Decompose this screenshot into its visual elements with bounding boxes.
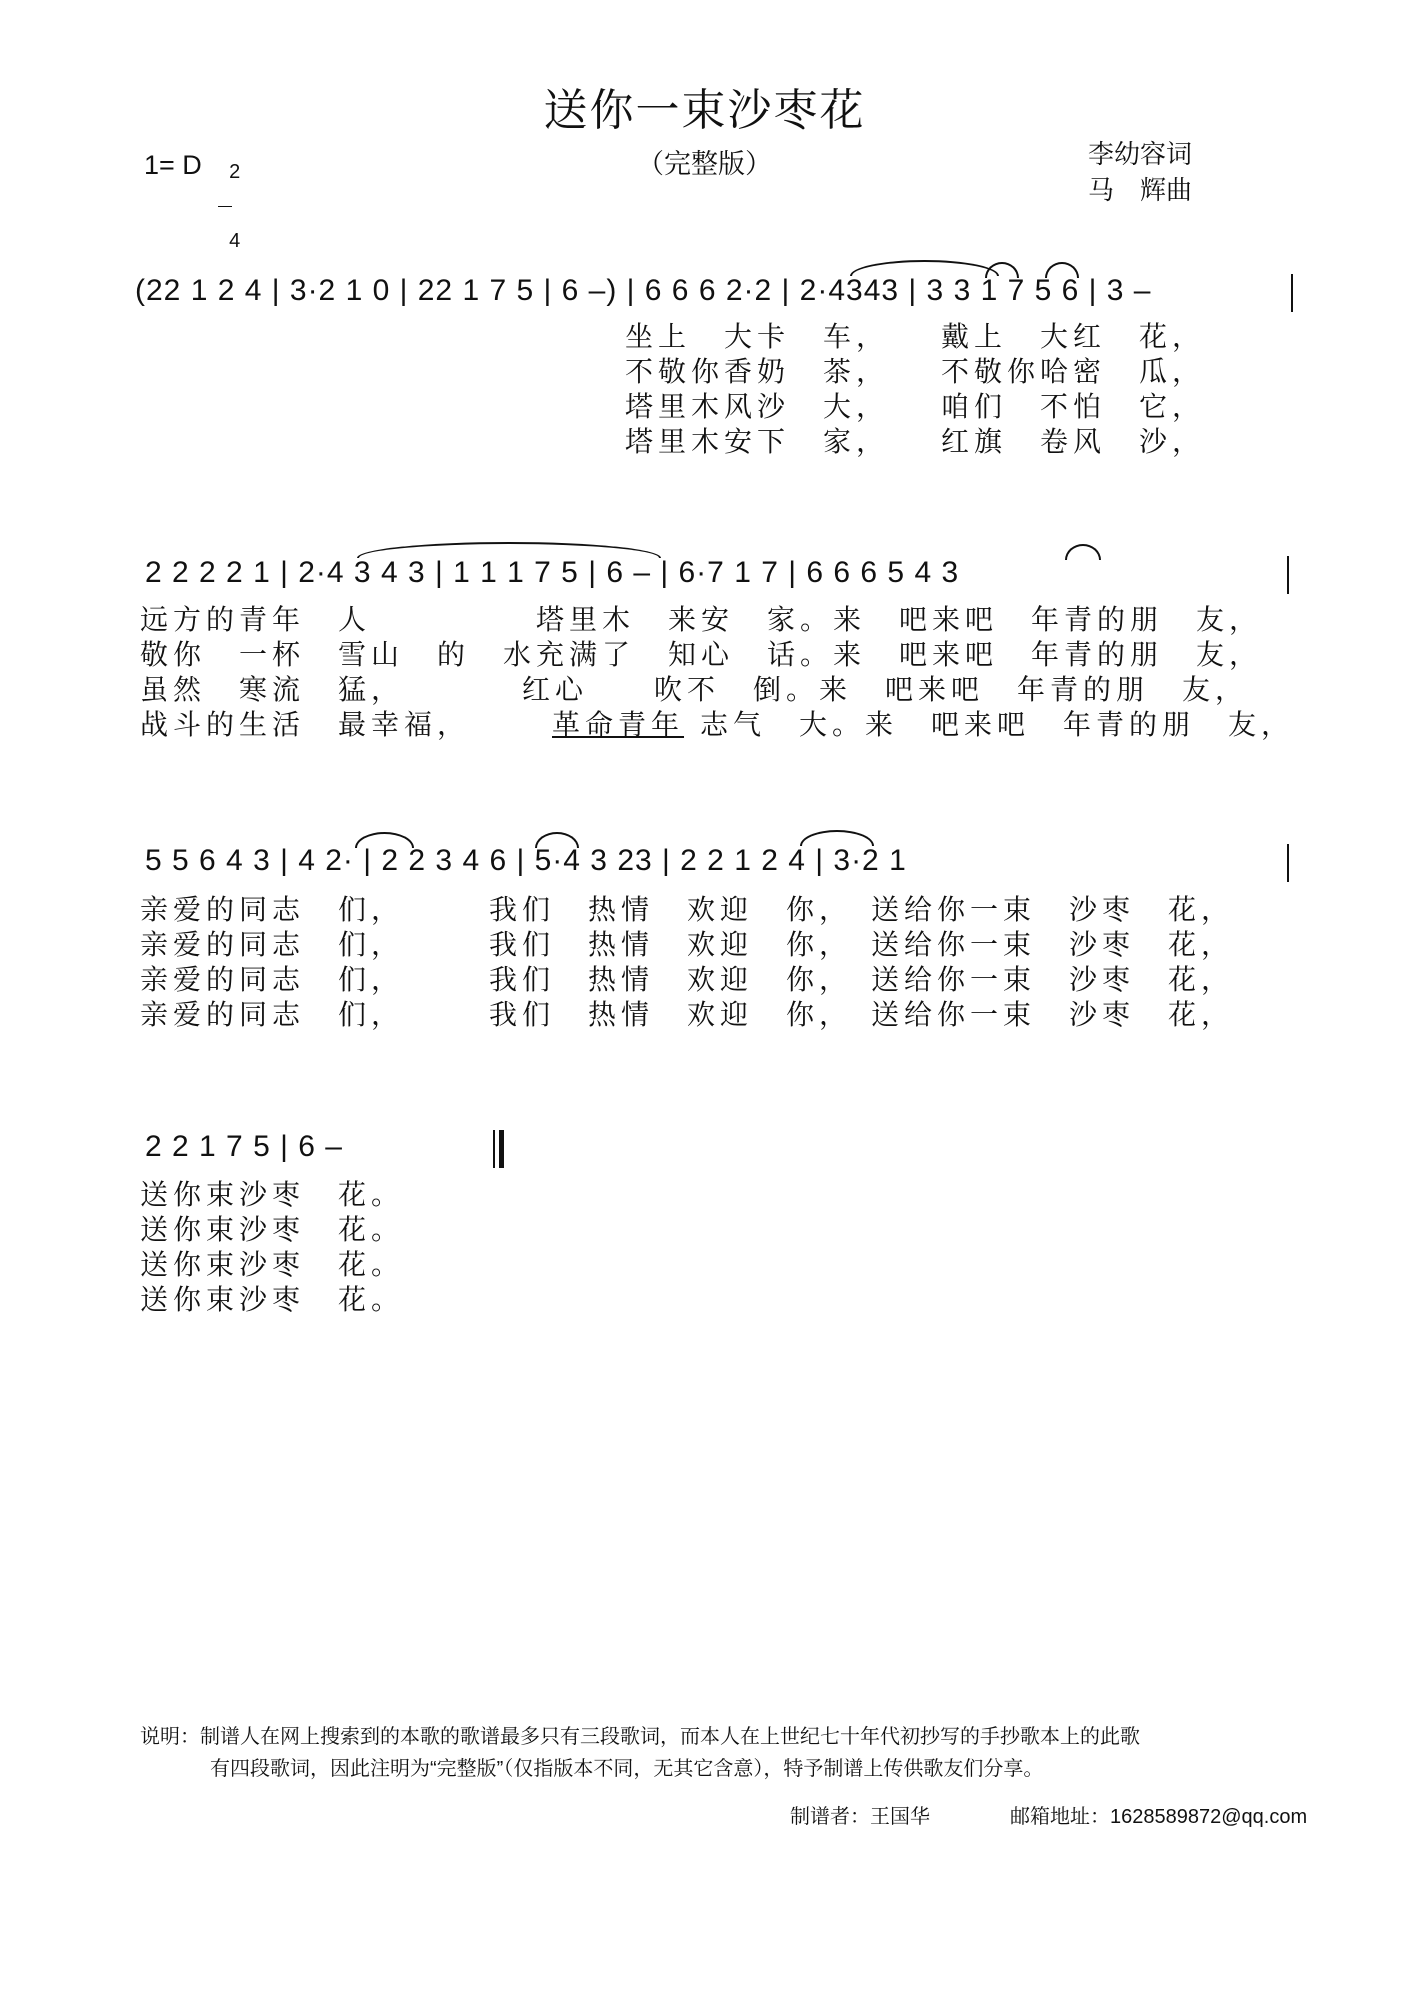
footnote-line-1: 说明：制谱人在网上搜索到的本歌的歌谱最多只有三段歌词，而本人在上世纪七十年代初抄写的手抄歌本上的此歌 <box>140 1726 1140 1748</box>
barline <box>1287 844 1289 882</box>
tie-arc <box>800 830 874 846</box>
song-title: 送你一束沙枣花 <box>543 85 866 136</box>
lyrics-line-1-verse-1: 坐上 大卡 车， 戴上 大红 花， <box>625 320 1206 353</box>
key-signature: 1= D <box>144 150 202 180</box>
song-subtitle: （完整版） <box>637 149 772 180</box>
contact-email: 邮箱地址：1628589872@qq.com <box>1010 1806 1308 1828</box>
tie-arc <box>535 832 579 848</box>
notes-line-2: 2 2 2 2 1 | 2·4 3 4 3 | 1 1 1 7 5 | 6 – | 6·7 1 7 | 6 6 6 5 4 3 <box>145 556 960 589</box>
lyrics-line-4-verse-4: 送你束沙枣 花。 <box>140 1283 405 1316</box>
lyrics-line-2-verse-4a: 战斗的生活 最幸福， <box>140 708 471 741</box>
notes-line-1: (22 1 2 4 | 3·2 1 0 | 22 1 7 5 | 6 –) | 6 6 6 2·2 | 2·4343 | 3 3 1 7 5 6 | 3 – <box>135 274 1152 307</box>
lyrics-line-4-verse-1: 送你束沙枣 花。 <box>140 1178 405 1211</box>
notes-line-4: 2 2 1 7 5 | 6 – <box>145 1130 343 1163</box>
footnote-line-2: 有四段歌词，因此注明为“完整版”（仅指版本不同，无其它含意），特予制谱上传供歌友们分享。 <box>210 1758 1044 1780</box>
tie-arc <box>355 832 414 848</box>
notes-line-3: 5 5 6 4 3 | 4 2· | 2 2 3 4 6 | 5·4 3 23 | 2 2 1 2 4 | 3·2 1 <box>145 844 907 877</box>
tie-arc <box>357 542 661 558</box>
lyrics-line-4-verse-2: 送你束沙枣 花。 <box>140 1213 405 1246</box>
score-maker: 制谱者：王国华 <box>790 1806 930 1828</box>
lyrics-line-1-verse-2: 不敬你香奶 茶， 不敬你哈密 瓜， <box>625 355 1206 388</box>
lyrics-line-1-verse-3: 塔里木风沙 大， 咱们 不怕 它， <box>625 390 1206 423</box>
lyrics-line-2-verse-4b: 志气 大。来 吧来吧 年青的朋 友， <box>700 708 1295 741</box>
lyrics-line-2-verse-3: 虽然 寒流 猛， 红心 吹不 倒。来 吧来吧 年青的朋 友， <box>140 673 1249 706</box>
time-signature-bottom: 4 <box>229 230 241 252</box>
tie-arc <box>985 262 1019 278</box>
time-signature <box>218 139 240 252</box>
underlined-phrase: 革命青年 <box>552 708 685 741</box>
barline <box>1291 274 1293 312</box>
tie-arc <box>1045 262 1079 278</box>
lyrics-line-2-verse-2: 敬你 一杯 雪山 的 水充满了 知心 话。来 吧来吧 年青的朋 友， <box>140 638 1263 671</box>
lyrics-line-3-verse-4: 亲爱的同志 们， 我们 热情 欢迎 你， 送给你一束 沙枣 花， <box>140 998 1235 1031</box>
lyrics-line-2-verse-1: 远方的青年 人 塔里木 来安 家。来 吧来吧 年青的朋 友， <box>140 603 1263 636</box>
lyrics-line-3-verse-3: 亲爱的同志 们， 我们 热情 欢迎 你， 送给你一束 沙枣 花， <box>140 963 1235 996</box>
composer-credit: 马 辉曲 <box>1088 176 1193 206</box>
barline <box>1287 556 1289 594</box>
lyricist-credit: 李幼容词 <box>1088 140 1193 170</box>
final-barline <box>493 1130 507 1168</box>
lyrics-line-3-verse-1: 亲爱的同志 们， 我们 热情 欢迎 你， 送给你一束 沙枣 花， <box>140 893 1235 926</box>
time-signature-top: 2 <box>229 161 241 183</box>
tie-arc <box>850 260 999 276</box>
lyrics-line-4-verse-3: 送你束沙枣 花。 <box>140 1248 405 1281</box>
tie-arc <box>1065 544 1101 560</box>
lyrics-line-1-verse-4: 塔里木安下 家， 红旗 卷风 沙， <box>625 425 1206 458</box>
lyrics-line-3-verse-2: 亲爱的同志 们， 我们 热情 欢迎 你， 送给你一束 沙枣 花， <box>140 928 1235 961</box>
